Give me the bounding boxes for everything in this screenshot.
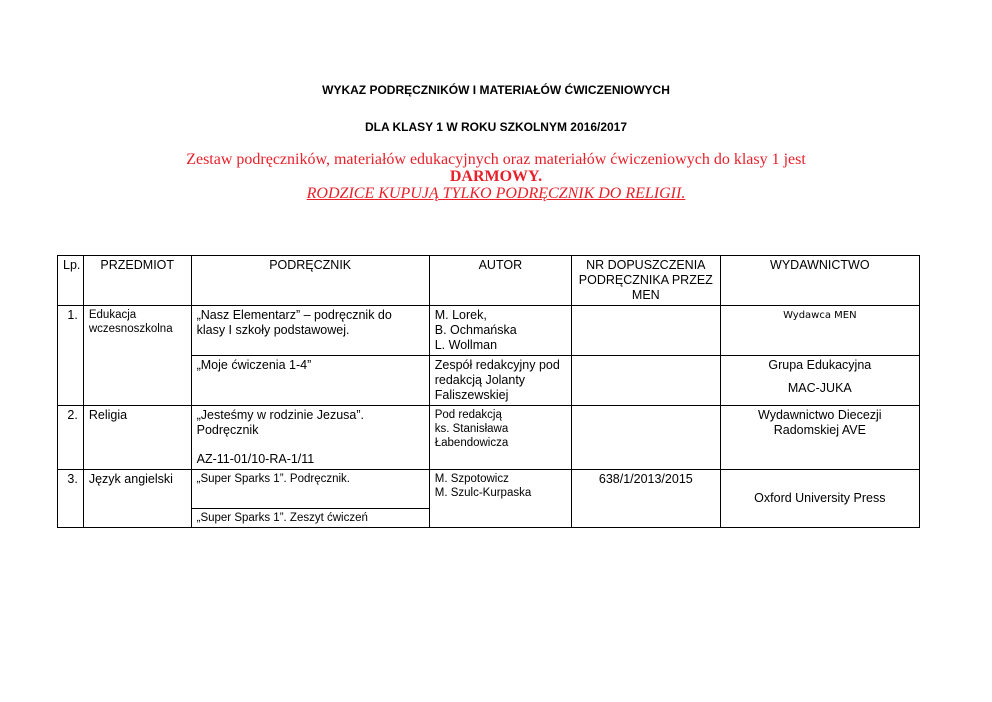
row1-autor: M. Lorek, B. Ochmańska L. Wollman xyxy=(429,306,571,356)
notice-line-2: DARMOWY. xyxy=(449,168,543,185)
header-podrecznik: PODRĘCZNIK xyxy=(191,256,429,306)
row2-podrecznik: „Jesteśmy w rodzinie Jezusa”. Podręcznik xyxy=(196,408,365,437)
row1b-wydawnictwo-line2: MAC-JUKA xyxy=(787,381,852,395)
row2-nr xyxy=(571,406,720,470)
header-autor: AUTOR xyxy=(429,256,571,306)
header-nr: NR DOPUSZCZENIA PODRĘCZNIKA PRZEZ MEN xyxy=(571,256,720,306)
row2-wydawnictwo: Wydawnictwo Diecezji Radomskiej AVE xyxy=(720,406,919,470)
row1b-wydawnictwo xyxy=(720,356,919,406)
textbook-table xyxy=(57,255,920,528)
row2-podrecznik-nr: AZ-11-01/10-RA-1/11 xyxy=(196,452,315,466)
document-subtitle: DLA KLASY 1 W ROKU SZKOLNYM 2016/2017 xyxy=(364,120,628,134)
row1b-nr xyxy=(571,356,720,406)
notice-line-1: Zestaw podręczników, materiałów edukacyjnych oraz materiałów ćwiczeniowych do klasy 1 jest xyxy=(186,151,806,168)
row3-przedmiot: Język angielski xyxy=(83,470,191,528)
row1-przedmiot: Edukacja wczesnoszkolna xyxy=(83,306,191,406)
row3b-podrecznik: „Super Sparks 1”. Zeszyt ćwiczeń xyxy=(191,509,429,528)
table-row xyxy=(58,470,920,509)
row1b-podrecznik: „Moje ćwiczenia 1-4” xyxy=(191,356,429,406)
table-row xyxy=(58,306,920,356)
row3-wydawnictwo: Oxford University Press xyxy=(720,470,919,528)
row2-autor: Pod redakcją ks. Stanisława Łabendowicza xyxy=(429,406,571,470)
header-wydawnictwo: WYDAWNICTWO xyxy=(720,256,919,306)
table-row xyxy=(58,406,920,470)
row1b-autor: Zespół redakcyjny pod redakcją Jolanty Faliszewskiej xyxy=(429,356,571,406)
row2-przedmiot: Religia xyxy=(83,406,191,470)
table-header-row xyxy=(58,256,920,306)
header-lp: Lp. xyxy=(58,256,84,306)
row3-autor: M. Szpotowicz M. Szulc-Kurpaska xyxy=(429,470,571,528)
notice-line-3: RODZICE KUPUJĄ TYLKO PODRĘCZNIK DO RELIGII. xyxy=(306,185,686,202)
row2-lp: 2. xyxy=(58,406,84,470)
row1b-wydawnictwo-line1: Grupa Edukacyjna xyxy=(768,358,872,372)
row2-podrecznik-cell xyxy=(191,406,429,470)
header-przedmiot: PRZEDMIOT xyxy=(83,256,191,306)
row1-podrecznik: „Nasz Elementarz” – podręcznik do klasy I szkoły podstawowej. xyxy=(191,306,429,356)
row1-nr xyxy=(571,306,720,356)
row3-nr: 638/1/2013/2015 xyxy=(571,470,720,528)
row3-podrecznik: „Super Sparks 1”. Podręcznik. xyxy=(191,470,429,509)
row3-lp: 3. xyxy=(58,470,84,528)
row1-lp: 1. xyxy=(58,306,84,406)
document-title: WYKAZ PODRĘCZNIKÓW I MATERIAŁÓW ĆWICZENIOWYCH xyxy=(322,83,670,97)
row1-wydawnictwo: Wydawca MEN xyxy=(720,306,919,356)
